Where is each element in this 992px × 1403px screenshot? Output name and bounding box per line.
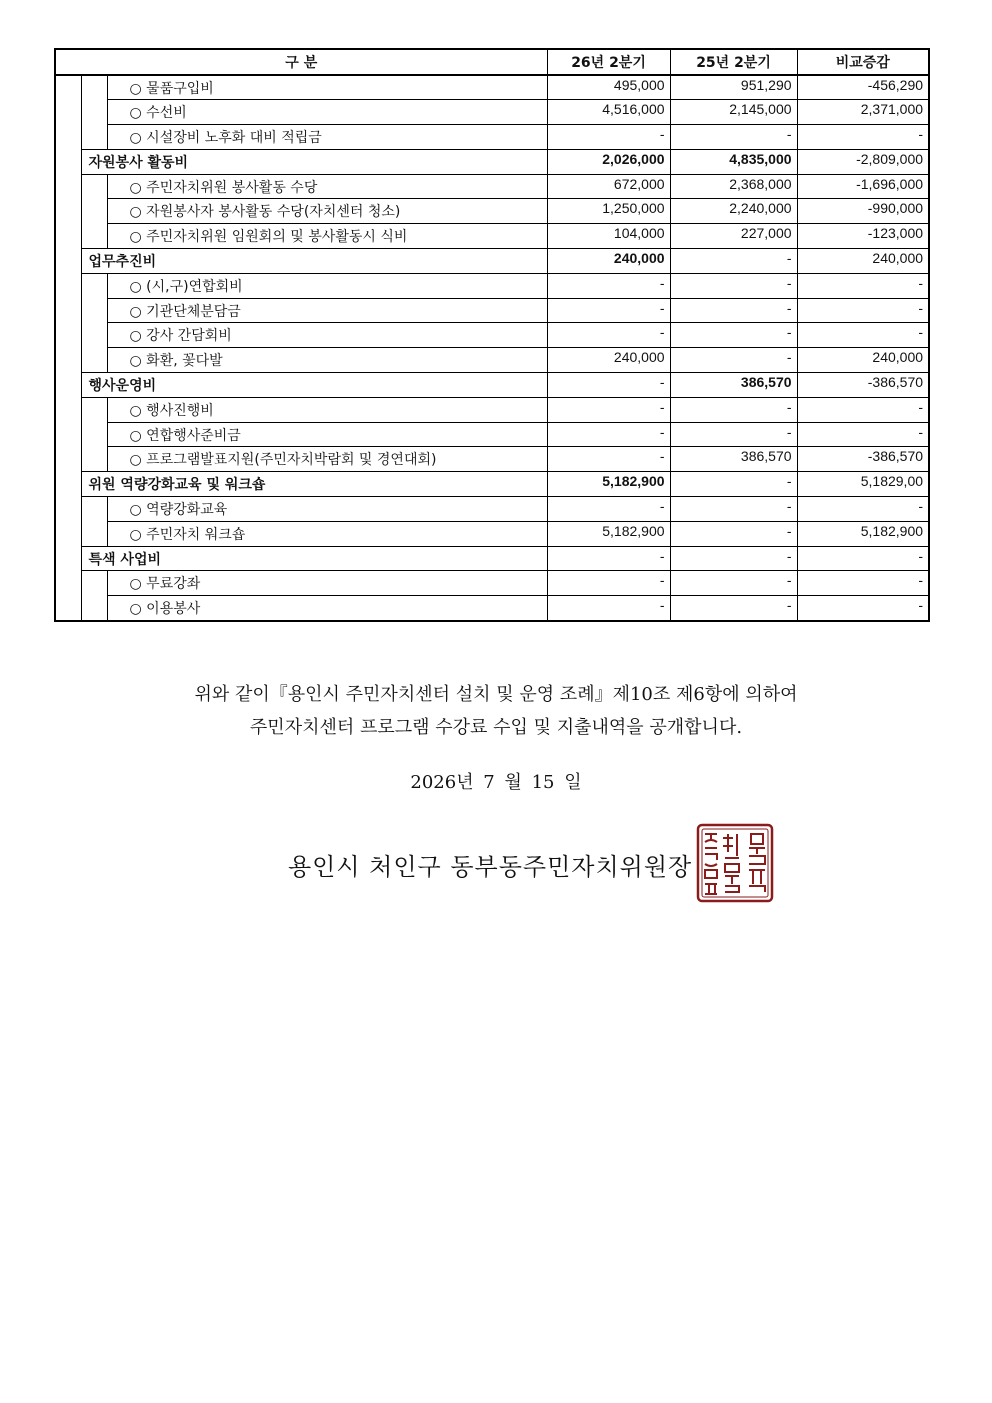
value-change: -1,696,000 xyxy=(797,174,929,199)
section-row xyxy=(55,472,929,497)
item-label: ○ 행사진행비 xyxy=(107,397,547,422)
value-2025-q2: 386,570 xyxy=(670,373,797,398)
value-change: - xyxy=(797,125,929,150)
item-label: ○ 주민자치위원 봉사활동 수당 xyxy=(107,174,547,199)
item-label: ○ 프로그램발표지원(주민자치박람회 및 경연대회) xyxy=(107,447,547,472)
value-change: - xyxy=(797,273,929,298)
item-label: ○ 역량강화교육 xyxy=(107,497,547,522)
value-2026-q2: - xyxy=(547,571,670,596)
value-2026-q2: 104,000 xyxy=(547,224,670,249)
item-label: ○ 주민자치위원 임원회의 및 봉사활동시 식비 xyxy=(107,224,547,249)
indent-cell xyxy=(81,75,107,149)
header-2026-q2: 26년 2분기 xyxy=(547,49,670,75)
value-2025-q2: - xyxy=(670,249,797,274)
table-row xyxy=(55,174,929,199)
value-2026-q2: - xyxy=(547,422,670,447)
notice-line-1: 위와 같이『용인시 주민자치센터 설치 및 운영 조례』제10조 제6항에 의하여 xyxy=(194,684,798,705)
value-change: -456,290 xyxy=(797,75,929,100)
table-row xyxy=(55,323,929,348)
value-2025-q2: 4,835,000 xyxy=(670,149,797,174)
section-label: 위원 역량강화교육 및 워크숍 xyxy=(81,472,547,497)
item-label: ○ 수선비 xyxy=(107,100,547,125)
value-2026-q2: - xyxy=(547,125,670,150)
value-2026-q2: - xyxy=(547,323,670,348)
table-header-row xyxy=(55,49,929,75)
value-2025-q2: 2,145,000 xyxy=(670,100,797,125)
value-2025-q2: - xyxy=(670,298,797,323)
section-row xyxy=(55,546,929,571)
value-2025-q2: 951,290 xyxy=(670,75,797,100)
table-body xyxy=(55,75,929,621)
value-2025-q2: - xyxy=(670,472,797,497)
table-row xyxy=(55,397,929,422)
notice-line-2: 주민자치센터 프로그램 수강료 수입 및 지출내역을 공개합니다. xyxy=(249,717,743,738)
value-change: -123,000 xyxy=(797,224,929,249)
item-label: ○ 기관단체분담금 xyxy=(107,298,547,323)
signature-title: 용인시 처인구 동부동주민자치위원장 xyxy=(288,853,693,881)
value-change: - xyxy=(797,422,929,447)
section-label: 업무추진비 xyxy=(81,249,547,274)
item-label: ○ 주민자치 워크숍 xyxy=(107,521,547,546)
value-change: 240,000 xyxy=(797,348,929,373)
section-row xyxy=(55,149,929,174)
value-change: - xyxy=(797,397,929,422)
table-row xyxy=(55,571,929,596)
header-2025-q2: 25년 2분기 xyxy=(670,49,797,75)
value-change: - xyxy=(797,497,929,522)
value-2026-q2: 495,000 xyxy=(547,75,670,100)
indent-cell xyxy=(81,571,107,621)
section-label: 자원봉사 활동비 xyxy=(81,149,547,174)
value-2025-q2: 2,368,000 xyxy=(670,174,797,199)
section-label: 특색 사업비 xyxy=(81,546,547,571)
value-2026-q2: - xyxy=(547,397,670,422)
table-row xyxy=(55,75,929,100)
value-2026-q2: - xyxy=(547,546,670,571)
indent-cell xyxy=(81,497,107,547)
value-change: 5,1829,00 xyxy=(797,472,929,497)
value-2025-q2: - xyxy=(670,521,797,546)
item-label: ○ 화환, 꽃다발 xyxy=(107,348,547,373)
value-2026-q2: 4,516,000 xyxy=(547,100,670,125)
value-change: - xyxy=(797,571,929,596)
table-row xyxy=(55,521,929,546)
budget-table xyxy=(54,48,930,622)
value-2026-q2: 672,000 xyxy=(547,174,670,199)
indent-cell xyxy=(81,397,107,471)
table-row xyxy=(55,348,929,373)
table-row xyxy=(55,422,929,447)
item-label: ○ 강사 간담회비 xyxy=(107,323,547,348)
value-2026-q2: 2,026,000 xyxy=(547,149,670,174)
value-2026-q2: 5,182,900 xyxy=(547,472,670,497)
section-row xyxy=(55,373,929,398)
value-change: 5,182,900 xyxy=(797,521,929,546)
table-row xyxy=(55,224,929,249)
value-2025-q2: - xyxy=(670,125,797,150)
indent-cell xyxy=(81,273,107,372)
item-label: ○ 자원봉사자 봉사활동 수당(자치센터 청소) xyxy=(107,199,547,224)
header-category: 구 분 xyxy=(55,49,547,75)
official-seal-icon xyxy=(695,822,775,904)
value-2026-q2: 1,250,000 xyxy=(547,199,670,224)
value-change: 2,371,000 xyxy=(797,100,929,125)
left-margin-cell xyxy=(55,75,81,621)
value-2025-q2: - xyxy=(670,348,797,373)
table-row xyxy=(55,298,929,323)
value-change: -386,570 xyxy=(797,373,929,398)
item-label: ○ (시,구)연합회비 xyxy=(107,273,547,298)
value-2025-q2: 2,240,000 xyxy=(670,199,797,224)
section-label: 행사운영비 xyxy=(81,373,547,398)
section-row xyxy=(55,249,929,274)
value-2026-q2: - xyxy=(547,373,670,398)
table-row xyxy=(55,199,929,224)
item-label: ○ 시설장비 노후화 대비 적립금 xyxy=(107,125,547,150)
value-2025-q2: - xyxy=(670,422,797,447)
value-2026-q2: - xyxy=(547,447,670,472)
value-2025-q2: 227,000 xyxy=(670,224,797,249)
value-change: - xyxy=(797,298,929,323)
value-change: -386,570 xyxy=(797,447,929,472)
table-row xyxy=(55,596,929,621)
value-change: - xyxy=(797,546,929,571)
item-label: ○ 연합행사준비금 xyxy=(107,422,547,447)
value-change: -2,809,000 xyxy=(797,149,929,174)
table-row xyxy=(55,447,929,472)
disclosure-date: 2026년 7 월 15 일 xyxy=(410,772,582,793)
value-2026-q2: - xyxy=(547,596,670,621)
value-2025-q2: - xyxy=(670,323,797,348)
header-change: 비교증감 xyxy=(797,49,929,75)
value-2026-q2: - xyxy=(547,273,670,298)
value-2025-q2: - xyxy=(670,571,797,596)
value-change: - xyxy=(797,323,929,348)
value-2025-q2: - xyxy=(670,497,797,522)
table-row xyxy=(55,100,929,125)
value-2026-q2: 240,000 xyxy=(547,249,670,274)
value-change: 240,000 xyxy=(797,249,929,274)
value-2025-q2: - xyxy=(670,273,797,298)
value-2026-q2: - xyxy=(547,298,670,323)
table-row xyxy=(55,497,929,522)
value-2026-q2: 5,182,900 xyxy=(547,521,670,546)
value-2026-q2: - xyxy=(547,497,670,522)
value-2025-q2: - xyxy=(670,546,797,571)
value-2025-q2: - xyxy=(670,596,797,621)
table-row xyxy=(55,125,929,150)
item-label: ○ 무료강좌 xyxy=(107,571,547,596)
indent-cell xyxy=(81,174,107,248)
value-2025-q2: - xyxy=(670,397,797,422)
item-label: ○ 물품구입비 xyxy=(107,75,547,100)
item-label: ○ 이용봉사 xyxy=(107,596,547,621)
value-2025-q2: 386,570 xyxy=(670,447,797,472)
value-change: - xyxy=(797,596,929,621)
value-change: -990,000 xyxy=(797,199,929,224)
value-2026-q2: 240,000 xyxy=(547,348,670,373)
table-row xyxy=(55,273,929,298)
